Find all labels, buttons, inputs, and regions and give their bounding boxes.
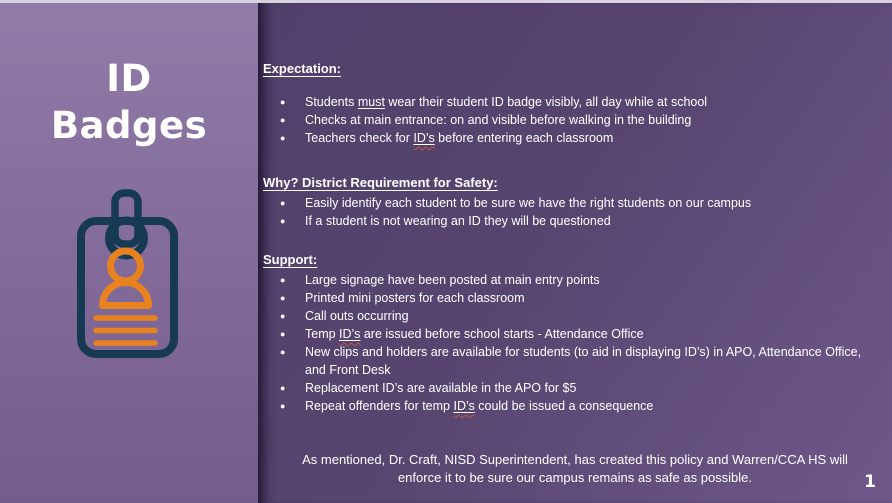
bullet-item — [263, 212, 876, 230]
section — [263, 174, 876, 230]
bullet-text: Easily identify each student to be sure we have the right students on our campus — [305, 196, 752, 210]
bullet-dot: ● — [280, 293, 286, 303]
slide-title-line-1: ID — [106, 57, 152, 100]
bullet-dot: ● — [280, 329, 286, 339]
sections — [263, 60, 876, 415]
bullet-dot: ● — [280, 115, 286, 125]
id-badge-icon-svg — [77, 189, 181, 361]
bullet-dot: ● — [280, 311, 286, 321]
slide-title-line-2: Badges — [50, 104, 208, 147]
bullet-item — [263, 379, 876, 397]
bullet-dot: ● — [280, 383, 286, 393]
bullet-text: If a student is not wearing an ID they will be questioned — [305, 214, 611, 228]
bullet-item — [263, 111, 876, 129]
bullet-dot: ● — [280, 216, 286, 226]
page-number: 1 — [864, 472, 876, 492]
bullet-item — [263, 93, 876, 111]
bullet-item — [263, 343, 876, 379]
bullet-text: Repeat offenders for temp ID’s could be issued a consequence — [305, 399, 654, 413]
slide-top-strip — [0, 0, 892, 3]
bullet-text: Replacement ID’s are available in the APO for $5 — [305, 381, 577, 395]
bullet-item — [263, 325, 876, 343]
bullet-text: New clips and holders are available for students (to aid in displaying ID’s) in APO, Attendance Office, and Front Desk — [305, 345, 862, 377]
section-heading: Support: — [263, 252, 318, 267]
bullet-item — [263, 194, 876, 212]
bullet-item — [263, 271, 876, 289]
bullet-item — [263, 397, 876, 415]
bullet-dot: ● — [280, 347, 286, 357]
id-badge-icon — [0, 189, 258, 366]
slide-title — [0, 55, 258, 149]
bullet-text: Large signage have been posted at main entry points — [305, 273, 600, 287]
bullet-text: Printed mini posters for each classroom — [305, 291, 525, 305]
bullet-dot: ● — [280, 198, 286, 208]
bullet-dot: ● — [280, 275, 286, 285]
bullet-dot: ● — [280, 401, 286, 411]
section-heading: Why? District Requirement for Safety: — [263, 175, 498, 190]
bullet-item — [263, 289, 876, 307]
bullet-text: Students must wear their student ID badge visibly, all day while at school — [305, 95, 708, 109]
section — [263, 251, 876, 415]
section — [263, 60, 876, 147]
bullet-item — [263, 129, 876, 147]
sidebar — [0, 3, 258, 503]
section-heading: Expectation: — [263, 61, 342, 76]
bullet-dot: ● — [280, 97, 286, 107]
bullet-dot: ● — [280, 133, 286, 143]
bullet-text: Call outs occurring — [305, 309, 409, 323]
bullet-text: Teachers check for ID’s before entering each classroom — [305, 131, 614, 145]
footer-note: As mentioned, Dr. Craft, NISD Superintendent, has created this policy and Warren/CCA HS will enforce it to be sure our campus remains as safe as possible. — [302, 452, 848, 485]
bullet-item — [263, 307, 876, 325]
content-panel — [258, 3, 892, 503]
bullet-text: Checks at main entrance: on and visible before walking in the building — [305, 113, 692, 127]
bullet-text: Temp ID’s are issued before school starts - Attendance Office — [305, 327, 644, 341]
